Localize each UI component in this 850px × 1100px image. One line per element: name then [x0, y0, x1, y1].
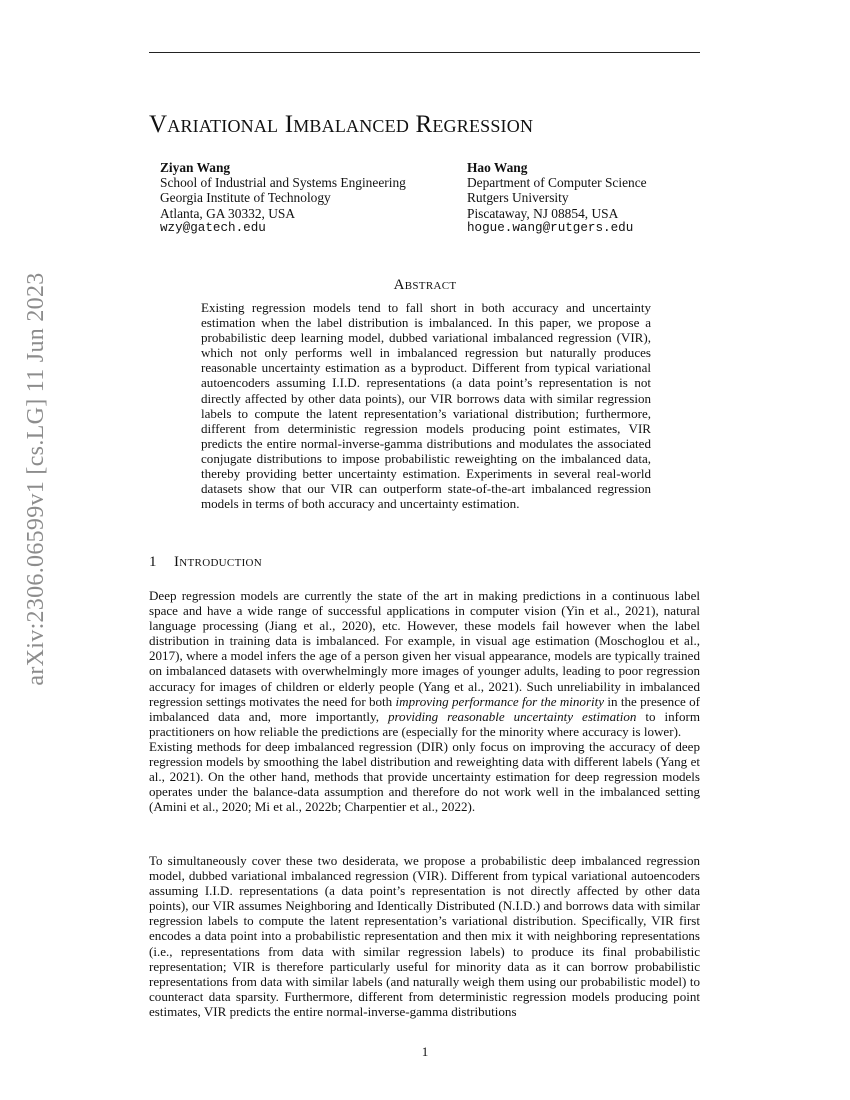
section-title: Introduction [174, 554, 263, 570]
author-email[interactable]: hogue.wang@rutgers.edu [467, 220, 634, 235]
paragraph-text: to inform practitioners on how reliable the predictions are (especially for the minority where accuracy is lower). [149, 708, 700, 739]
paragraph-text: Deep regression models are currently the state of the art in making predictions in a continuous label space and have a wide range of successful applications in computer vision (Yin et al., 2021), natural language processing (Jiang et al., 2020), etc. However, these models fail however when the label distribution in training data is imbalanced. For example, in visual age estimation (Moschoglou et al., 2017), where a model infers the age of a person given her visual appearance, models are typically trained on imbalanced datasets with overwhelmingly more images of younger adults, leading to poor regression accuracy for images of children or elderly people (Yang et al., 2021). Such unreliability in imbalanced regression settings motivates the need for both [149, 588, 700, 709]
section-heading-introduction [149, 554, 262, 571]
abstract-heading: Abstract [393, 277, 457, 293]
section-number: 1 [149, 554, 157, 570]
author-institution: Georgia Institute of Technology [160, 190, 331, 206]
abstract-text: Existing regression models tend to fall short in both accuracy and uncertainty estimation when the label distribution is imbalanced. In this paper, we propose a probabilistic deep learning model, dubbed variational imbalanced regression (VIR), which not only performs well in imbalanced regression but naturally produces reasonable uncertainty estimation as a byproduct. Different from typical variational autoencoders assuming I.I.D. representations (a data point’s representation is not directly affected by other data points), our VIR borrows data with similar regression labels to compute the latent representation’s variational distribution; furthermore, different from deterministic regression models producing point estimates, VIR predicts the entire normal-inverse-gamma distributions and modulates the associated conjugate distributions to impose probabilistic reweighting on the imbalanced data, thereby providing better uncertainty estimation. Experiments in several real-world datasets show that our VIR can outperform state-of-the-art imbalanced regression models in terms of both accuracy and uncertainty estimation. [201, 300, 651, 512]
emphasis-text: improving performance for the minority [395, 693, 605, 709]
author-institution: Rutgers University [467, 190, 569, 206]
intro-paragraph-1 [149, 588, 700, 739]
author-block-1 [160, 160, 450, 236]
author-location: Atlanta, GA 30332, USA [160, 205, 296, 221]
paper-title: Variational Imbalanced Regression [149, 111, 534, 138]
intro-paragraph-3: To simultaneously cover these two desiderata, we propose a probabilistic deep imbalanced regression model, dubbed variational imbalanced regression (VIR). Different from typical variational autoencoders assuming I.I.D. representations (a data point’s representation is not directly affected by other data points), our VIR assumes Neighboring and Identically Distributed (N.I.D.) and borrows data with similar regression labels to compute the latent representation’s variational distribution. Specifically, VIR first encodes a data point into a probabilistic representation and then mix it with neighboring representations (i.e., representations from data with similar regression labels) to produce its final probabilistic representation; VIR is therefore particularly useful for minority data as it can borrow probabilistic representations from data with similar labels (and naturally weigh them using our probabilistic model) to counteract data sparsity. Furthermore, different from deterministic regression models producing point estimates, VIR predicts the entire normal-inverse-gamma distributions [149, 853, 700, 1019]
intro-paragraph-2: Existing methods for deep imbalanced regression (DIR) only focus on improving the accuracy of deep regression models by smoothing the label distribution and reweighting data with different labels (Yang et al., 2021). On the other hand, methods that provide uncertainty estimation for deep regression models operates under the balance-data assumption and therefore do not work well in the imbalanced setting (Amini et al., 2020; Mi et al., 2022b; Charpentier et al., 2022). [149, 739, 700, 815]
top-rule [149, 52, 700, 53]
author-department: Department of Computer Science [467, 175, 647, 191]
page-number: 1 [421, 1044, 429, 1059]
emphasis-text: providing reasonable uncertainty estimation [387, 708, 637, 724]
author-block-2 [467, 160, 717, 236]
author-name: Hao Wang [467, 160, 528, 175]
author-location: Piscataway, NJ 08854, USA [467, 205, 619, 221]
author-department: School of Industrial and Systems Engineering [160, 175, 406, 191]
author-email[interactable]: wzy@gatech.edu [160, 220, 266, 235]
author-name: Ziyan Wang [160, 160, 231, 175]
paragraph-text: in the presence of imbalanced data and, more importantly, [149, 693, 700, 724]
arxiv-identifier[interactable]: arXiv:2306.06599v1 [cs.LG] 11 Jun 2023 [23, 272, 49, 686]
